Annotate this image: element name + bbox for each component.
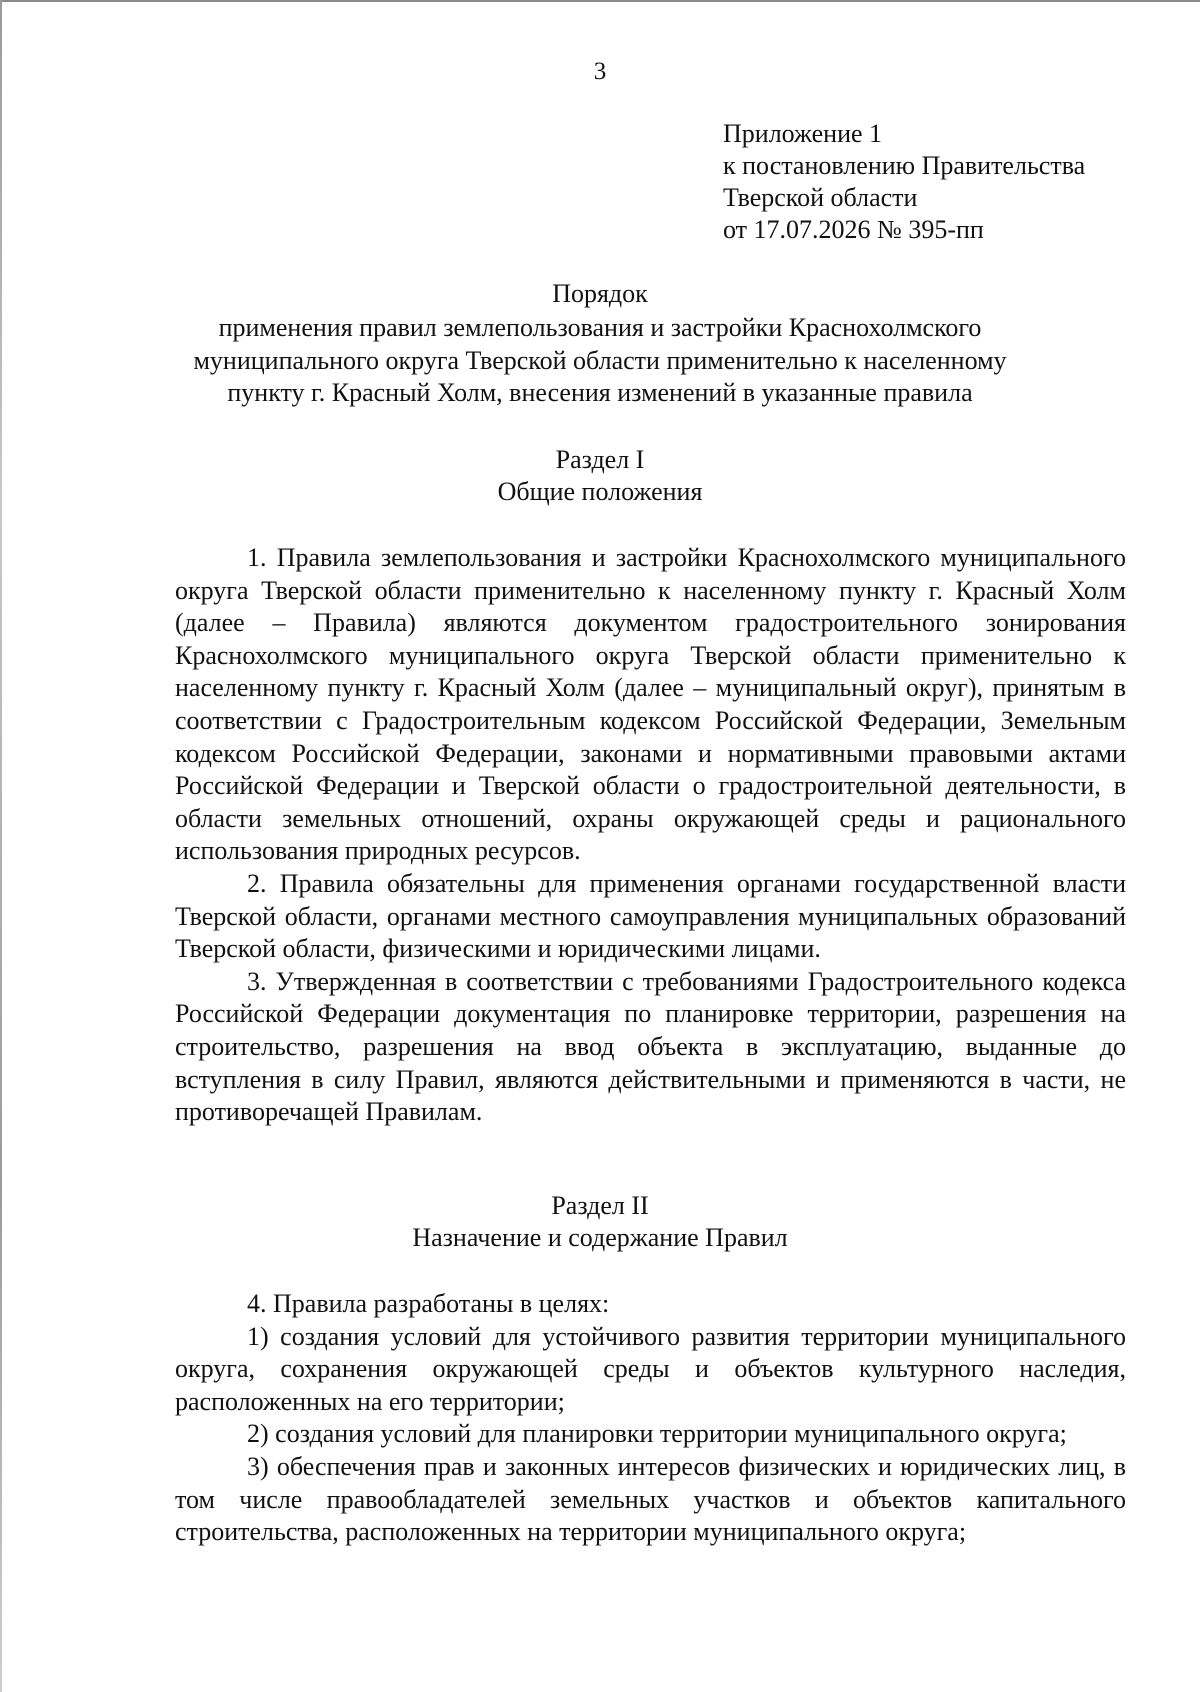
appendix-header <box>723 118 1085 246</box>
section-2-body <box>175 1288 1126 1549</box>
appendix-line-2: к постановлению Правительства <box>723 151 1086 180</box>
section-1-body <box>175 542 1126 1129</box>
scan-edge-left <box>0 0 2 1692</box>
section-2-number: Раздел II <box>551 1191 649 1220</box>
paragraph-1: 1. Правила землепользования и застройки Краснохолмского муниципального округа Тверской области применительно к населенному пункту г. Красный Холм (далее – Правила) являются документом градостроительного зонирования Краснохолмского муниципального округа Тверской области применительно к населенному пункту г. Красный Холм (далее – муниципальный округ), принятым в соответствии с Градостроительным кодексом Российской Федерации, Земельным кодексом Российской Федерации, законами и нормативными правовыми актами Российской Федерации и Тверской области о градостроительной деятельности, в области земельных отношений, охраны окружающей среды и рационального использования природных ресурсов. <box>175 543 1126 866</box>
paragraph-3: 3. Утвержденная в соответствии с требованиями Градостроительного кодекса Российской Федерации документация по планировке территории, разрешения на строительство, разрешения на ввод объекта в эксплуатацию, выданные до вступления в силу Правил, являются действительными и применяются в части, не противоречащей Правилам. <box>175 966 1126 1127</box>
appendix-line-1: Приложение 1 <box>723 119 883 148</box>
paragraph-2: 2. Правила обязательны для применения органами государственной власти Тверской области, органами местного самоуправления муниципальных образований Тверской области, физическими и юридическими лицами. <box>175 868 1126 964</box>
list-item-1: 1) создания условий для устойчивого развития территории муниципального округа, сохранения окружающей среды и объектов культурного наследия, расположенных на его территории; <box>175 1321 1126 1416</box>
list-item-2: 2) создания условий для планировки территории муниципального округа; <box>247 1419 1067 1449</box>
section-2-name: Назначение и содержание Правил <box>412 1223 788 1252</box>
scan-edge-top <box>0 0 1200 2</box>
page-number: 3 <box>593 58 607 85</box>
section-1-name: Общие положения <box>497 477 703 506</box>
appendix-line-4: от 17.07.2026 № 395-пп <box>723 215 984 244</box>
section-1-number: Раздел I <box>555 445 645 474</box>
document-title: Порядок <box>552 279 648 308</box>
appendix-line-3: Тверской области <box>723 183 918 212</box>
list-item-3: 3) обеспечения прав и законных интересов физических и юридических лиц, в том числе правообладателей земельных участков и объектов капитального строительства, расположенных на территории муниципального округа; <box>175 1451 1126 1547</box>
paragraph-4: 4. Правила разработаны в целях: <box>247 1289 610 1318</box>
document-subtitle: применения правил землепользования и застройки Краснохолмского муниципального округа Тверской области применительно к населенному пункту г. Красный Холм, внесения изменений в указанные правила <box>193 313 1007 407</box>
